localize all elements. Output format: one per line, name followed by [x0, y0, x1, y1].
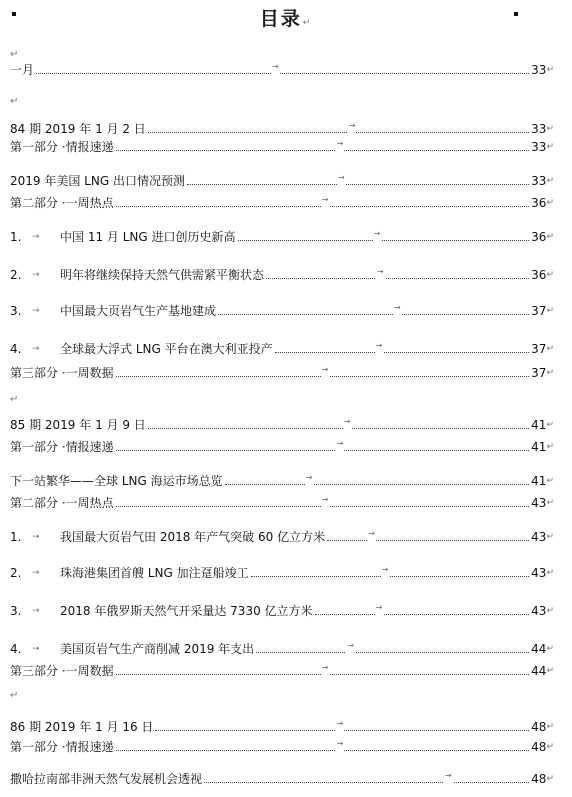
- toc-entry[interactable]: [10, 526, 554, 544]
- toc-page-number: 37: [531, 366, 547, 380]
- toc-entry[interactable]: [10, 436, 554, 454]
- dot-leader: [116, 439, 530, 451]
- toc-entry-text: 第二部分 ·一周热点: [10, 196, 114, 210]
- paragraph-mark-icon: ↵: [546, 420, 554, 430]
- toc-entry-number: 3.: [10, 604, 22, 618]
- tab-arrow-icon: →: [321, 493, 330, 507]
- toc-page-number: 37: [531, 304, 547, 318]
- tab-arrow-icon: →: [343, 415, 352, 429]
- tab-arrow-icon: →: [321, 661, 330, 675]
- paragraph-mark-icon: ↵: [546, 722, 554, 732]
- empty-paragraph: ↵: [10, 690, 19, 701]
- empty-paragraph: ↵: [10, 394, 19, 405]
- toc-entry-text: 一月: [10, 63, 35, 77]
- toc-entry-text: 中国最大页岩气生产基地建成: [60, 304, 217, 318]
- dot-leader: [187, 173, 529, 185]
- dot-leader: [225, 473, 530, 485]
- toc-page-number: 43: [531, 566, 547, 580]
- toc-entry-text: 第二部分 ·一周热点: [10, 496, 114, 510]
- toc-entry[interactable]: [10, 470, 554, 488]
- tab-arrow-icon: →: [271, 60, 280, 74]
- dot-leader: [155, 719, 529, 731]
- toc-entry[interactable]: [10, 492, 554, 510]
- dot-leader: [204, 771, 529, 783]
- toc-entry-text: 下一站繁华——全球 LNG 海运市场总览: [10, 474, 223, 488]
- dot-leader: [116, 495, 530, 507]
- toc-page-number: 33: [531, 63, 547, 77]
- tab-arrow-icon: →: [305, 471, 314, 485]
- paragraph-mark-icon: ↵: [546, 666, 554, 676]
- paragraph-mark-icon: ↵: [546, 142, 554, 152]
- toc-entry-text: 第一部分 ·情报速递: [10, 140, 114, 154]
- toc-entry[interactable]: [10, 300, 554, 318]
- toc-entry[interactable]: [10, 736, 554, 754]
- toc-page-number: 37: [531, 342, 547, 356]
- toc-title: [0, 4, 572, 31]
- paragraph-mark-icon: ↵: [546, 568, 554, 578]
- toc-entry-text: 2019 年美国 LNG 出口情况预测: [10, 174, 185, 188]
- dot-leader: [116, 195, 530, 207]
- dot-leader: [266, 267, 529, 279]
- toc-page-number: 33: [531, 122, 547, 136]
- paragraph-mark-icon: ↵: [546, 176, 554, 186]
- toc-entry[interactable]: [10, 562, 554, 580]
- paragraph-mark-icon: ↵: [546, 644, 554, 654]
- tab-arrow-icon: →: [32, 344, 40, 354]
- tab-arrow-icon: →: [375, 601, 384, 615]
- paragraph-mark-icon: ↵: [302, 18, 313, 28]
- toc-entry-text: 84 期 2019 年 1 月 2 日: [10, 122, 146, 136]
- toc-entry-text: 2018 年俄罗斯天然气开采量达 7330 亿立方米: [60, 604, 313, 618]
- toc-entry-text: 我国最大页岩气田 2018 年产气突破 60 亿立方米: [60, 530, 326, 544]
- toc-entry-text: 第三部分 ·一周数据: [10, 366, 114, 380]
- toc-entry[interactable]: [10, 264, 554, 282]
- toc-entry-text: 撒哈拉南部非洲天然气发展机会透视: [10, 772, 203, 786]
- toc-entry-text: 85 期 2019 年 1 月 9 日: [10, 418, 146, 432]
- dot-leader: [327, 529, 529, 541]
- toc-page-number: 43: [531, 604, 547, 618]
- toc-page-number: 33: [531, 140, 547, 154]
- tab-arrow-icon: →: [393, 301, 402, 315]
- tab-arrow-icon: →: [32, 606, 40, 616]
- tab-arrow-icon: →: [336, 437, 345, 451]
- toc-entry[interactable]: [10, 414, 554, 432]
- toc-entry-text: 珠海港集团首艘 LNG 加注趸船竣工: [60, 566, 249, 580]
- paragraph-mark-icon: ↵: [546, 344, 554, 354]
- toc-page-number: 36: [531, 268, 547, 282]
- paragraph-mark-icon: ↵: [546, 198, 554, 208]
- tab-arrow-icon: →: [346, 639, 355, 653]
- dot-leader: [238, 229, 530, 241]
- tab-arrow-icon: →: [32, 644, 40, 654]
- paragraph-mark-icon: ↵: [546, 532, 554, 542]
- toc-page-number: 44: [531, 642, 547, 656]
- toc-entry-text: 第一部分 ·情报速递: [10, 740, 114, 754]
- toc-page-number: 48: [531, 720, 547, 734]
- paragraph-mark-icon: ↵: [546, 65, 554, 75]
- toc-page-number: 36: [531, 196, 547, 210]
- toc-entry-number: 2.: [10, 566, 22, 580]
- paragraph-mark-icon: ↵: [546, 442, 554, 452]
- dot-leader: [315, 603, 530, 615]
- tab-arrow-icon: →: [321, 193, 330, 207]
- tab-arrow-icon: →: [32, 306, 40, 316]
- dot-leader: [116, 663, 530, 675]
- paragraph-mark-icon: ↵: [546, 232, 554, 242]
- tab-arrow-icon: →: [321, 363, 330, 377]
- toc-entry-number: 1.: [10, 230, 22, 244]
- toc-entry-text: 第三部分 ·一周数据: [10, 664, 114, 678]
- paragraph-mark-icon: ↵: [546, 124, 554, 134]
- tab-arrow-icon: →: [32, 532, 40, 542]
- toc-entry[interactable]: [10, 638, 554, 656]
- toc-entry[interactable]: [10, 136, 554, 154]
- tab-arrow-icon: →: [337, 171, 346, 185]
- paragraph-mark-icon: ↵: [546, 368, 554, 378]
- paragraph-mark-icon: ↵: [546, 498, 554, 508]
- tab-arrow-icon: →: [373, 227, 382, 241]
- tab-arrow-icon: →: [32, 232, 40, 242]
- empty-paragraph: ↵: [10, 49, 19, 60]
- dot-leader: [116, 739, 530, 751]
- toc-page-number: 44: [531, 664, 547, 678]
- dot-leader: [256, 641, 529, 653]
- toc-entry[interactable]: [10, 192, 554, 210]
- toc-page-number: 48: [531, 740, 547, 754]
- toc-entry[interactable]: [10, 226, 554, 244]
- tab-arrow-icon: →: [444, 769, 453, 783]
- toc-entry-text: 明年将继续保持天然气供需紧平衡状态: [60, 268, 265, 282]
- dot-leader: [251, 565, 530, 577]
- tab-arrow-icon: →: [375, 339, 384, 353]
- toc-entry-number: 1.: [10, 530, 22, 544]
- paragraph-mark-icon: ↵: [546, 606, 554, 616]
- toc-page-number: 41: [531, 440, 547, 454]
- tab-arrow-icon: →: [336, 737, 345, 751]
- dot-leader: [275, 341, 530, 353]
- toc-page-number: 36: [531, 230, 547, 244]
- tab-arrow-icon: →: [367, 527, 376, 541]
- toc-entry-text: 86 期 2019 年 1 月 16 日: [10, 720, 154, 734]
- toc-title-text: 目录: [259, 8, 302, 30]
- toc-entry-number: 3.: [10, 304, 22, 318]
- toc-page-number: 48: [531, 772, 547, 786]
- toc-entry[interactable]: [10, 768, 554, 786]
- dot-leader: [116, 365, 530, 377]
- paragraph-mark-icon: ↵: [546, 476, 554, 486]
- toc-entry-number: 2.: [10, 268, 22, 282]
- toc-entry[interactable]: [10, 716, 554, 734]
- paragraph-mark-icon: ↵: [546, 774, 554, 784]
- empty-paragraph: ↵: [10, 96, 19, 107]
- toc-entry-number: 4.: [10, 642, 22, 656]
- dot-leader: [116, 139, 530, 151]
- toc-page-number: 43: [531, 530, 547, 544]
- toc-entry-text: 全球最大浮式 LNG 平台在澳大利亚投产: [60, 342, 273, 356]
- paragraph-mark-icon: ↵: [546, 306, 554, 316]
- tab-arrow-icon: →: [32, 270, 40, 280]
- paragraph-mark-icon: ↵: [546, 270, 554, 280]
- paragraph-mark-icon: ↵: [546, 742, 554, 752]
- toc-page-number: 43: [531, 496, 547, 510]
- toc-entry[interactable]: [10, 362, 554, 380]
- tab-arrow-icon: →: [32, 568, 40, 578]
- toc-entry[interactable]: [10, 600, 554, 618]
- toc-entry[interactable]: [10, 170, 554, 188]
- toc-entry-text: 美国页岩气生产商削减 2019 年支出: [60, 642, 255, 656]
- toc-entry-number: 4.: [10, 342, 22, 356]
- toc-page-number: 41: [531, 418, 547, 432]
- toc-entry-text: 中国 11 月 LNG 进口创历史新高: [60, 230, 236, 244]
- toc-page-number: 41: [531, 474, 547, 488]
- tab-arrow-icon: →: [336, 137, 345, 151]
- dot-leader: [148, 417, 529, 429]
- toc-entry[interactable]: [10, 660, 554, 678]
- toc-entry[interactable]: [10, 118, 554, 136]
- tab-arrow-icon: →: [376, 265, 385, 279]
- toc-entry[interactable]: [10, 338, 554, 356]
- toc-page-number: 33: [531, 174, 547, 188]
- toc-entry-text: 第一部分 ·情报速递: [10, 440, 114, 454]
- toc-entry[interactable]: [10, 59, 554, 77]
- tab-arrow-icon: →: [348, 119, 357, 133]
- tab-arrow-icon: →: [381, 563, 390, 577]
- dot-leader: [36, 62, 529, 74]
- dot-leader: [148, 121, 529, 133]
- dot-leader: [218, 303, 529, 315]
- tab-arrow-icon: →: [335, 717, 344, 731]
